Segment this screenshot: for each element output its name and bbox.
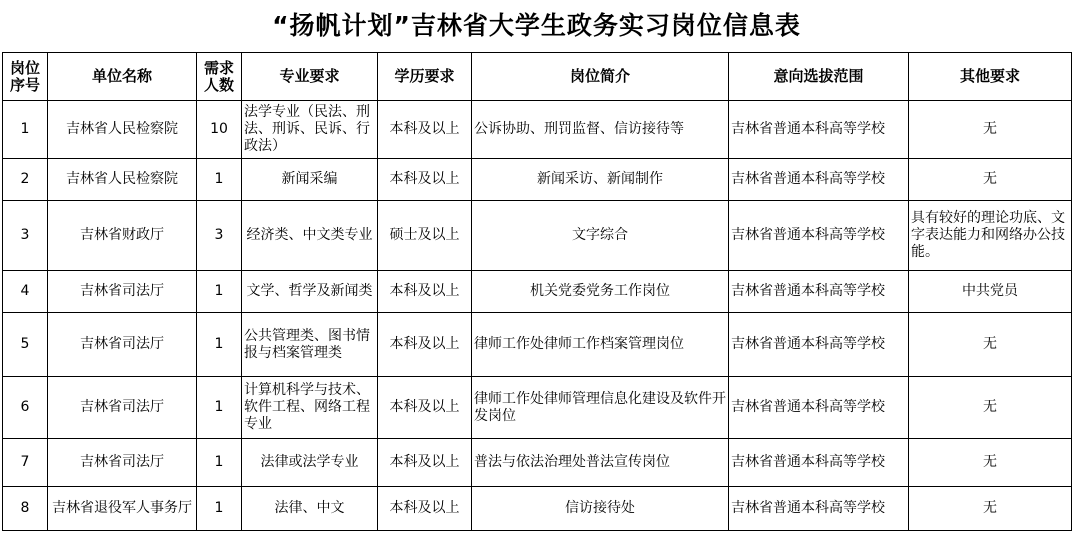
cell-major: 公共管理类、图书情报与档案管理类	[242, 313, 378, 377]
cell-count: 1	[197, 271, 242, 313]
cell-seq: 2	[3, 159, 48, 201]
cell-major: 法律或法学专业	[242, 439, 378, 487]
table-row	[3, 201, 1072, 271]
cell-count: 1	[197, 439, 242, 487]
header-education: 学历要求	[378, 53, 472, 101]
cell-unit: 吉林省司法厅	[48, 377, 197, 439]
table-row	[3, 159, 1072, 201]
cell-seq: 3	[3, 201, 48, 271]
cell-seq: 1	[3, 101, 48, 159]
cell-scope: 吉林省普通本科高等学校	[729, 313, 909, 377]
cell-count: 1	[197, 313, 242, 377]
cell-major: 经济类、中文类专业	[242, 201, 378, 271]
cell-unit: 吉林省退役军人事务厅	[48, 487, 197, 531]
cell-other: 无	[909, 101, 1072, 159]
cell-scope: 吉林省普通本科高等学校	[729, 271, 909, 313]
cell-intro: 新闻采访、新闻制作	[472, 159, 729, 201]
cell-intro: 文字综合	[472, 201, 729, 271]
header-count: 需求人数	[197, 53, 242, 101]
cell-education: 本科及以上	[378, 487, 472, 531]
table-row	[3, 101, 1072, 159]
cell-unit: 吉林省司法厅	[48, 271, 197, 313]
cell-count: 1	[197, 487, 242, 531]
table-row	[3, 271, 1072, 313]
cell-other: 无	[909, 487, 1072, 531]
header-unit: 单位名称	[48, 53, 197, 101]
cell-education: 本科及以上	[378, 271, 472, 313]
cell-education: 本科及以上	[378, 439, 472, 487]
cell-unit: 吉林省人民检察院	[48, 101, 197, 159]
cell-major: 法律、中文	[242, 487, 378, 531]
cell-education: 硕士及以上	[378, 201, 472, 271]
cell-seq: 4	[3, 271, 48, 313]
header-seq: 岗位序号	[3, 53, 48, 101]
cell-count: 1	[197, 377, 242, 439]
cell-education: 本科及以上	[378, 101, 472, 159]
position-table	[2, 52, 1072, 531]
header-scope: 意向选拔范围	[729, 53, 909, 101]
cell-education: 本科及以上	[378, 377, 472, 439]
cell-major: 法学专业（民法、刑法、刑诉、民诉、行政法）	[242, 101, 378, 159]
cell-seq: 6	[3, 377, 48, 439]
cell-education: 本科及以上	[378, 159, 472, 201]
cell-unit: 吉林省司法厅	[48, 313, 197, 377]
cell-other: 中共党员	[909, 271, 1072, 313]
header-intro: 岗位简介	[472, 53, 729, 101]
cell-education: 本科及以上	[378, 313, 472, 377]
cell-other: 无	[909, 377, 1072, 439]
cell-major: 文学、哲学及新闻类	[242, 271, 378, 313]
cell-intro: 律师工作处律师管理信息化建设及软件开发岗位	[472, 377, 729, 439]
table-row	[3, 439, 1072, 487]
cell-unit: 吉林省司法厅	[48, 439, 197, 487]
cell-intro: 公诉协助、刑罚监督、信访接待等	[472, 101, 729, 159]
cell-intro: 信访接待处	[472, 487, 729, 531]
page-title: “扬帆计划”吉林省大学生政务实习岗位信息表	[272, 11, 801, 40]
cell-scope: 吉林省普通本科高等学校	[729, 159, 909, 201]
cell-scope: 吉林省普通本科高等学校	[729, 101, 909, 159]
cell-major: 计算机科学与技术、软件工程、网络工程专业	[242, 377, 378, 439]
cell-other: 无	[909, 439, 1072, 487]
cell-intro: 普法与依法治理处普法宣传岗位	[472, 439, 729, 487]
cell-intro: 律师工作处律师工作档案管理岗位	[472, 313, 729, 377]
cell-unit: 吉林省人民检察院	[48, 159, 197, 201]
cell-seq: 8	[3, 487, 48, 531]
cell-scope: 吉林省普通本科高等学校	[729, 377, 909, 439]
cell-scope: 吉林省普通本科高等学校	[729, 439, 909, 487]
cell-count: 1	[197, 159, 242, 201]
cell-seq: 5	[3, 313, 48, 377]
table-row	[3, 487, 1072, 531]
cell-seq: 7	[3, 439, 48, 487]
table-row	[3, 377, 1072, 439]
cell-other: 无	[909, 313, 1072, 377]
cell-other: 具有较好的理论功底、文字表达能力和网络办公技能。	[909, 201, 1072, 271]
cell-major: 新闻采编	[242, 159, 378, 201]
cell-count: 3	[197, 201, 242, 271]
header-major: 专业要求	[242, 53, 378, 101]
cell-other: 无	[909, 159, 1072, 201]
cell-intro: 机关党委党务工作岗位	[472, 271, 729, 313]
table-row	[3, 313, 1072, 377]
cell-scope: 吉林省普通本科高等学校	[729, 201, 909, 271]
table-header-row	[3, 53, 1072, 101]
cell-count: 10	[197, 101, 242, 159]
cell-unit: 吉林省财政厅	[48, 201, 197, 271]
header-other: 其他要求	[909, 53, 1072, 101]
cell-scope: 吉林省普通本科高等学校	[729, 487, 909, 531]
